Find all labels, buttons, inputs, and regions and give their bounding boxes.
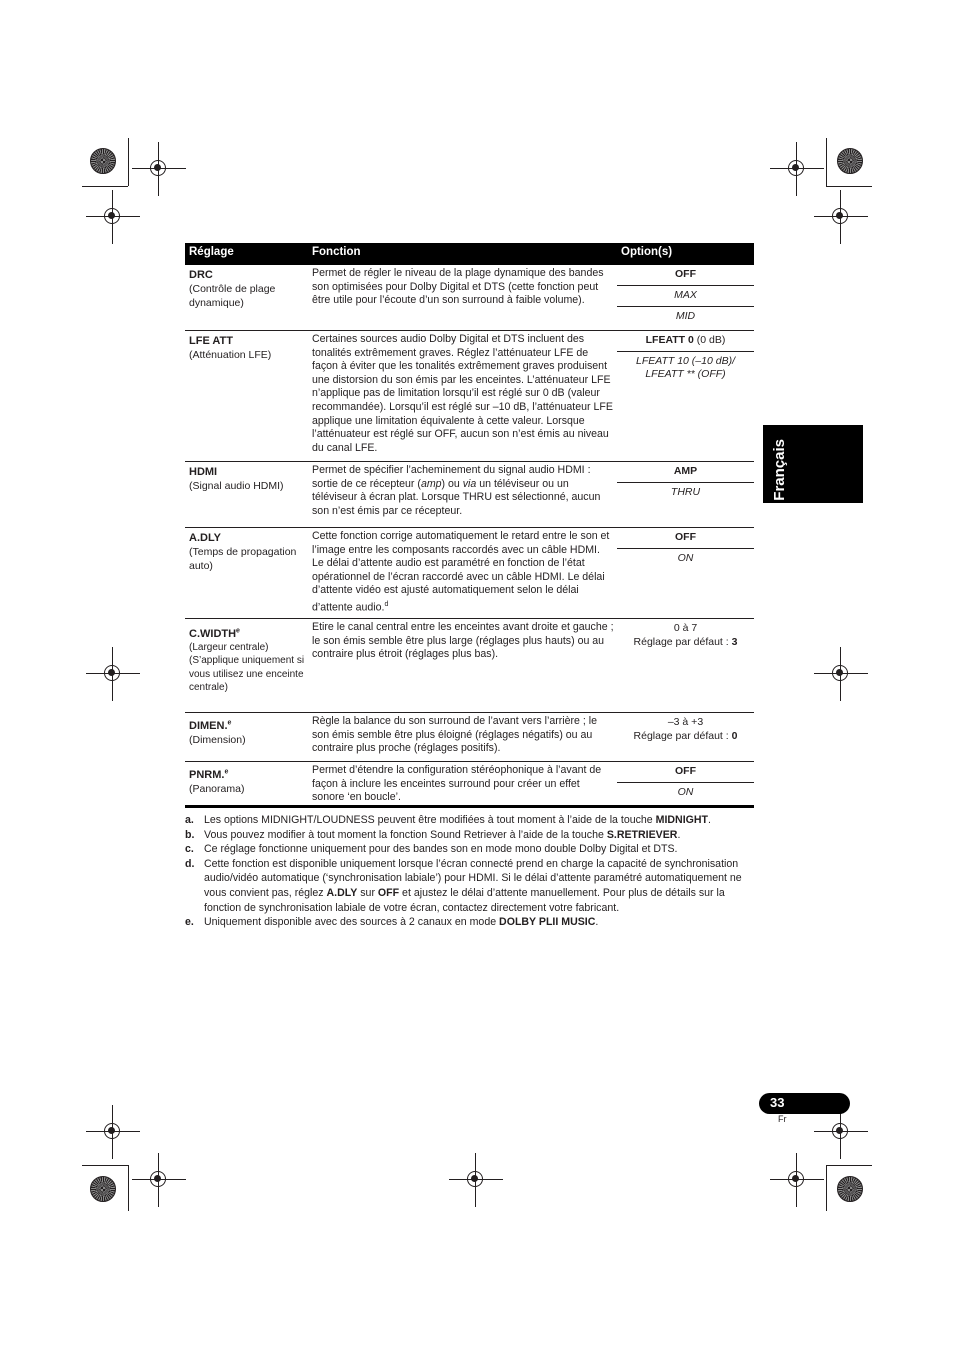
option-value: ON (617, 782, 754, 803)
crop-target-icon (830, 663, 852, 685)
desc-italic: via (462, 477, 477, 490)
option-default (617, 635, 754, 649)
options-cell (617, 462, 754, 503)
setting-subtitle: (Temps de propagation auto) (189, 546, 297, 572)
setting-name-text: C.WIDTH (189, 627, 237, 640)
crop-line (128, 1165, 129, 1211)
footnote-end: . (595, 916, 599, 929)
crop-target-icon (148, 158, 170, 180)
footnote-text: Cette fonction est disponible uniquement lorsque l’écran connecté prend en charge la capacité de synchronisation audio/vidéo automatique (‘synchronisation labiale’) pour HDMI. Si le délai d’attente paramétré automatiquement ne vous convient pas, réglez (204, 857, 742, 899)
setting-name: HDMI (189, 466, 218, 478)
footnote-ref: e (227, 719, 232, 726)
footnote-bold: MIDNIGHT (655, 814, 709, 826)
footnote-text: Vous pouvez modifier à tout moment la fonction Sound Retriever à l’aide de la touche (204, 828, 607, 841)
settings-table (185, 243, 754, 807)
setting-cell (189, 268, 305, 310)
table-row-pnrm (185, 761, 754, 807)
footnote-label: b. (185, 828, 195, 841)
table-header (185, 243, 754, 265)
footnote-end: . (677, 828, 681, 841)
footnote-label: e. (185, 916, 194, 929)
crop-target-icon (102, 663, 124, 685)
crop-target-icon (830, 1121, 852, 1143)
option-value: ON (617, 548, 754, 569)
option-value: OFF (675, 531, 696, 543)
setting-name: LFE ATT (189, 335, 233, 347)
footnote-ref: d (384, 600, 389, 608)
footnote-text: Ce réglage fonctionne uniquement pour des bandes son en mode mono double Dolby Digital et DTS. (204, 843, 678, 856)
option-suffix: (0 dB) (693, 334, 726, 346)
option-value: AMP (673, 465, 698, 477)
setting-cell (189, 716, 305, 747)
option-range: –3 à +3 (667, 716, 704, 728)
desc-part: un téléviseur ou un téléviseur à écran plat. Lorsque THRU est sélectionné, aucun son n’est émis par ce récepteur. (312, 477, 601, 517)
crop-line (82, 186, 128, 187)
desc-part: Permet de spécifier l’acheminement du signal audio HDMI : sortie de ce récepteur ( (312, 464, 591, 490)
setting-description: Règle la balance du son surround de l’avant vers l’arrière ; le son émis semble être plus éloigné (réglages négatifs) ou au contraire plus proche (réglages positifs). (312, 715, 598, 755)
header-fonction: Fonction (312, 246, 361, 258)
default-label: Réglage par défaut : (633, 636, 732, 648)
language-tab-label: Français (771, 439, 788, 501)
page-language: Fr (778, 1114, 787, 1124)
crop-line (128, 138, 129, 186)
setting-subtitle: (Signal audio HDMI) (189, 480, 284, 492)
crop-target-icon (830, 206, 852, 228)
setting-cell (189, 624, 305, 695)
option-default (617, 729, 754, 743)
table-row-a-dly (185, 527, 754, 618)
setting-cell (189, 765, 305, 796)
default-label: Réglage par défaut : (633, 730, 732, 742)
setting-name (189, 720, 231, 732)
crop-target-icon (148, 1169, 170, 1191)
setting-description: Permet de régler le niveau de la plage dynamique des bandes son optimisées pour Dolby Digital et DTS (cette fonction peut être utile pour l’écoute d’un son surround à faible volume). (312, 267, 604, 307)
crop-target-icon (465, 1169, 487, 1191)
desc-part: ) ou (441, 477, 463, 490)
footnote-bold: S.RETRIEVER (606, 828, 678, 841)
setting-name (189, 628, 240, 640)
footnote-ref: e (224, 768, 229, 775)
header-options: Option(s) (621, 246, 673, 258)
footnote-bold: DOLBY PLII MUSIC (499, 916, 596, 929)
option-value (617, 331, 754, 351)
crop-line (826, 1165, 872, 1166)
desc-italic: amp (420, 477, 442, 490)
table-row-hdmi (185, 461, 754, 527)
footnote-e (185, 915, 757, 930)
registration-sun-bottom-left (90, 1176, 116, 1202)
setting-cell (189, 334, 305, 362)
footnote-text: Uniquement disponible avec des sources à 2 canaux en mode (204, 916, 500, 929)
setting-name: A.DLY (189, 532, 221, 544)
options-cell (617, 528, 754, 569)
footnote-c (185, 842, 757, 857)
setting-name-text: PNRM. (189, 768, 225, 781)
crop-line (82, 1165, 128, 1166)
table-row-drc (185, 265, 754, 330)
option-value: OFF (675, 765, 696, 777)
crop-line (826, 186, 872, 187)
default-value: 3 (731, 636, 738, 648)
options-cell (617, 715, 754, 743)
table-row-c-width (185, 618, 754, 712)
footnote-label: c. (185, 843, 194, 856)
option-value: LFEATT 10 (–10 dB)/ LFEATT ** (OFF) (617, 351, 754, 385)
page-number-badge (759, 1093, 850, 1114)
footnote-label: a. (185, 814, 194, 826)
registration-sun-bottom-right (837, 1176, 863, 1202)
setting-description (312, 464, 614, 518)
setting-subtitle: (Largeur centrale) (S’applique uniquement si vous utilisez une enceinte centrale) (189, 641, 305, 694)
footnote-label: d. (185, 857, 195, 870)
default-value: 0 (731, 730, 738, 742)
options-cell (617, 621, 754, 649)
option-value: MAX (617, 285, 754, 306)
setting-description: Etire le canal central entre les enceintes avant droite et gauche ; le son émis semble être plus large (réglages plus hauts) ou au contraire plus étroit (réglages plus bas). (312, 621, 614, 661)
registration-sun-top-right (837, 148, 863, 174)
setting-subtitle: (Dimension) (189, 733, 246, 746)
option-value: MID (617, 306, 754, 327)
footnote-b (185, 828, 757, 843)
footnote-bold: OFF (377, 886, 400, 899)
setting-subtitle: (Contrôle de plage dynamique) (189, 283, 276, 309)
option-value: OFF (675, 268, 696, 280)
footnote-end: . (708, 814, 711, 826)
setting-cell (189, 465, 305, 493)
setting-description: Permet d’étendre la configuration stéréophonique à l’avant de façon à inclure les enceintes surround pour créer un effet sonore ‘en boucle’. (312, 764, 602, 804)
crop-line (826, 1165, 827, 1211)
footnote-bold: A.DLY (326, 886, 358, 899)
setting-name (189, 769, 228, 781)
footnote-text: sur (357, 886, 378, 899)
header-reglage: Réglage (189, 246, 234, 258)
table-bottom-rule (185, 805, 754, 808)
footnote-d (185, 857, 757, 915)
crop-line (826, 138, 827, 186)
registration-sun-top-left (90, 148, 116, 174)
options-cell (617, 762, 754, 803)
crop-target-icon (786, 1169, 808, 1191)
table-row-dimen (185, 712, 754, 761)
options-cell (617, 331, 754, 385)
setting-subtitle: (Atténuation LFE) (189, 349, 272, 361)
crop-target-icon (102, 206, 124, 228)
footnote-a (185, 813, 757, 828)
options-cell (617, 265, 754, 327)
option-range: 0 à 7 (673, 622, 698, 634)
setting-cell (189, 531, 305, 573)
footnote-text: Les options MIDNIGHT/LOUDNESS peuvent être modifiées à tout moment à l’aide de la touche (204, 814, 656, 826)
crop-target-icon (102, 1121, 124, 1143)
language-tab (763, 425, 863, 503)
page-number: 33 (770, 1095, 785, 1110)
table-row-lfe-att (185, 330, 754, 461)
footnote-ref: e (236, 627, 240, 634)
setting-description (312, 530, 614, 615)
footnote-text: et ajustez le délai d’attente manuellement. Pour plus de détails sur la fonction de synchronisation labiale de votre écran, contactez directement votre fabricant. (204, 886, 725, 914)
crop-target-icon (786, 158, 808, 180)
setting-name: DRC (189, 269, 213, 281)
setting-description: Certaines sources audio Dolby Digital et DTS incluent des tonalités extrêmement graves. Réglez l’atténuateur LFE de façon à éviter que les tonalités extrêmement graves produisent une distorsion du son émis par les enceintes. L’atténuateur LFE n’applique pas de limitation lorsqu’il est réglé sur 0 dB (valeur recommandée). Lorsqu’il est réglé sur –10 dB, l’atténuateur LFE applique une limitation équivalente à cette valeur. Lorsque l’atténuateur est réglé sur OFF, aucun son n’est émis au niveau du canal LFE. (312, 333, 613, 454)
setting-subtitle: (Panorama) (189, 782, 245, 795)
option-bold: LFEATT 0 (645, 334, 694, 346)
setting-name-text: DIMEN. (189, 719, 228, 732)
option-value: THRU (617, 482, 754, 503)
desc-text: Cette fonction corrige automatiquement le retard entre le son et l’image entre les composants raccordés avec un câble HDMI. Le délai d’attente audio est paramétré en fonction de l’état opérationnel de l’écran raccordé avec un câble HDMI. Le délai d’attente vidéo est ajusté automatiquement selon le délai d’attente audio. (312, 530, 610, 614)
footnotes (185, 813, 757, 930)
